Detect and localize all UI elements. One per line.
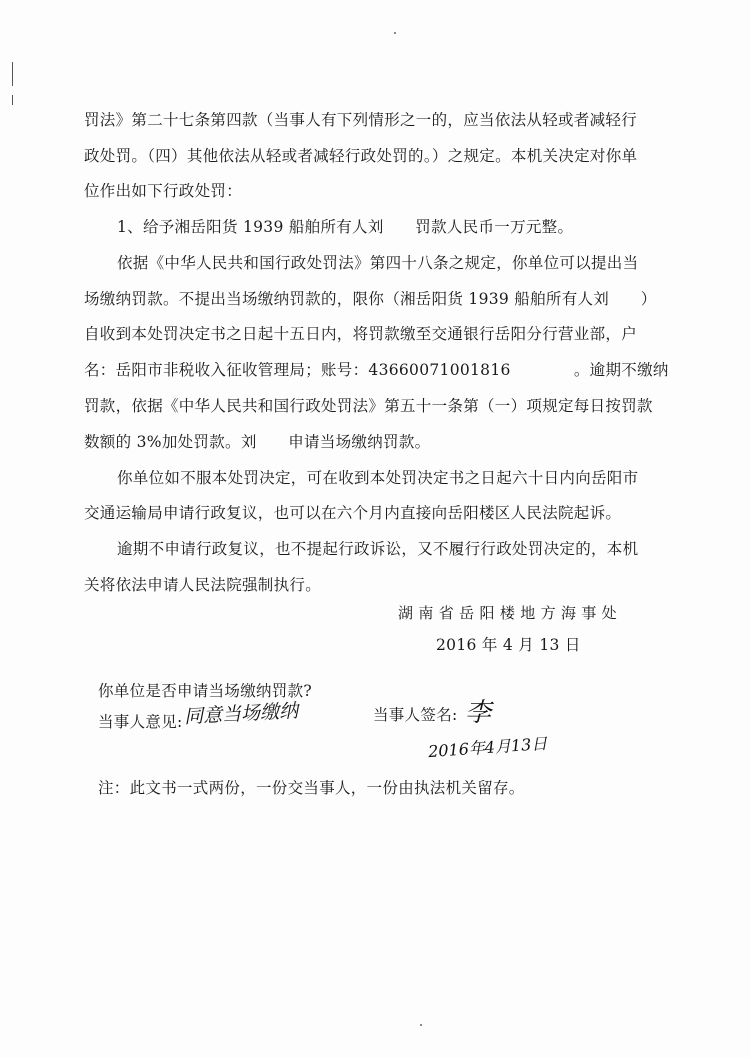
body-line-8: 名：岳阳市非税收入征收管理局；账号：43660071001816 。逾期不缴纳 <box>84 361 669 379</box>
body-line-10: 数额的 3%加处罚款。刘 申请当场缴纳罚款。 <box>84 433 431 451</box>
body-line-2: 政处罚。（四）其他依法从轻或者减轻行政处罚的。）之规定。本机关决定对你单 <box>84 147 638 165</box>
scan-edge-mark <box>12 95 13 105</box>
body-line-14: 关将依法申请人民法院强制执行。 <box>84 576 322 594</box>
handwritten-signed-date: 2016年4月13日 <box>427 733 548 762</box>
scan-speck <box>420 1024 422 1026</box>
issuer-name: 湖 南 省 岳 阳 楼 地 方 海 事 处 <box>398 604 617 622</box>
signature-label: 当事人签名: <box>373 706 458 724</box>
scan-speck <box>394 32 396 34</box>
body-line-11: 你单位如不服本处罚决定，可在收到本处罚决定书之日起六十日内向岳阳市 <box>117 469 639 487</box>
issue-date: 2016 年 4 月 13 日 <box>436 636 581 654</box>
copies-note: 注：此文书一式两份，一份交当事人，一份由执法机关留存。 <box>98 779 525 797</box>
payment-question: 你单位是否申请当场缴纳罚款? <box>98 682 313 700</box>
body-line-1: 罚法》第二十七条第四款（当事人有下列情形之一的，应当依法从轻或者减轻行 <box>84 111 638 129</box>
opinion-label: 当事人意见: <box>98 713 183 731</box>
scan-edge-mark <box>12 62 13 86</box>
body-line-7: 自收到本处罚决定书之日起十五日内，将罚款缴至交通银行岳阳分行营业部，户 <box>84 325 638 343</box>
body-line-5: 依据《中华人民共和国行政处罚法》第四十八条之规定，你单位可以提出当 <box>117 254 639 272</box>
body-line-12: 交通运输局申请行政复议，也可以在六个月内直接向岳阳楼区人民法院起诉。 <box>84 504 622 522</box>
handwritten-signature: 李 <box>465 698 492 728</box>
body-line-6: 场缴纳罚款。不提出当场缴纳罚款的，限你（湘岳阳货 1939 船舶所有人刘 ） <box>84 290 657 308</box>
body-line-13: 逾期不申请行政复议，也不提起行政诉讼，又不履行行政处罚决定的，本机 <box>117 540 639 558</box>
body-line-3: 位作出如下行政处罚： <box>84 182 243 200</box>
body-line-9: 罚款，依据《中华人民共和国行政处罚法》第五十一条第（一）项规定每日按罚款 <box>84 397 653 415</box>
handwritten-opinion: 同意当场缴纳 <box>183 700 299 728</box>
penalty-item: 1、给予湘岳阳货 1939 船舶所有人刘 罚款人民币一万元整。 <box>117 218 574 236</box>
